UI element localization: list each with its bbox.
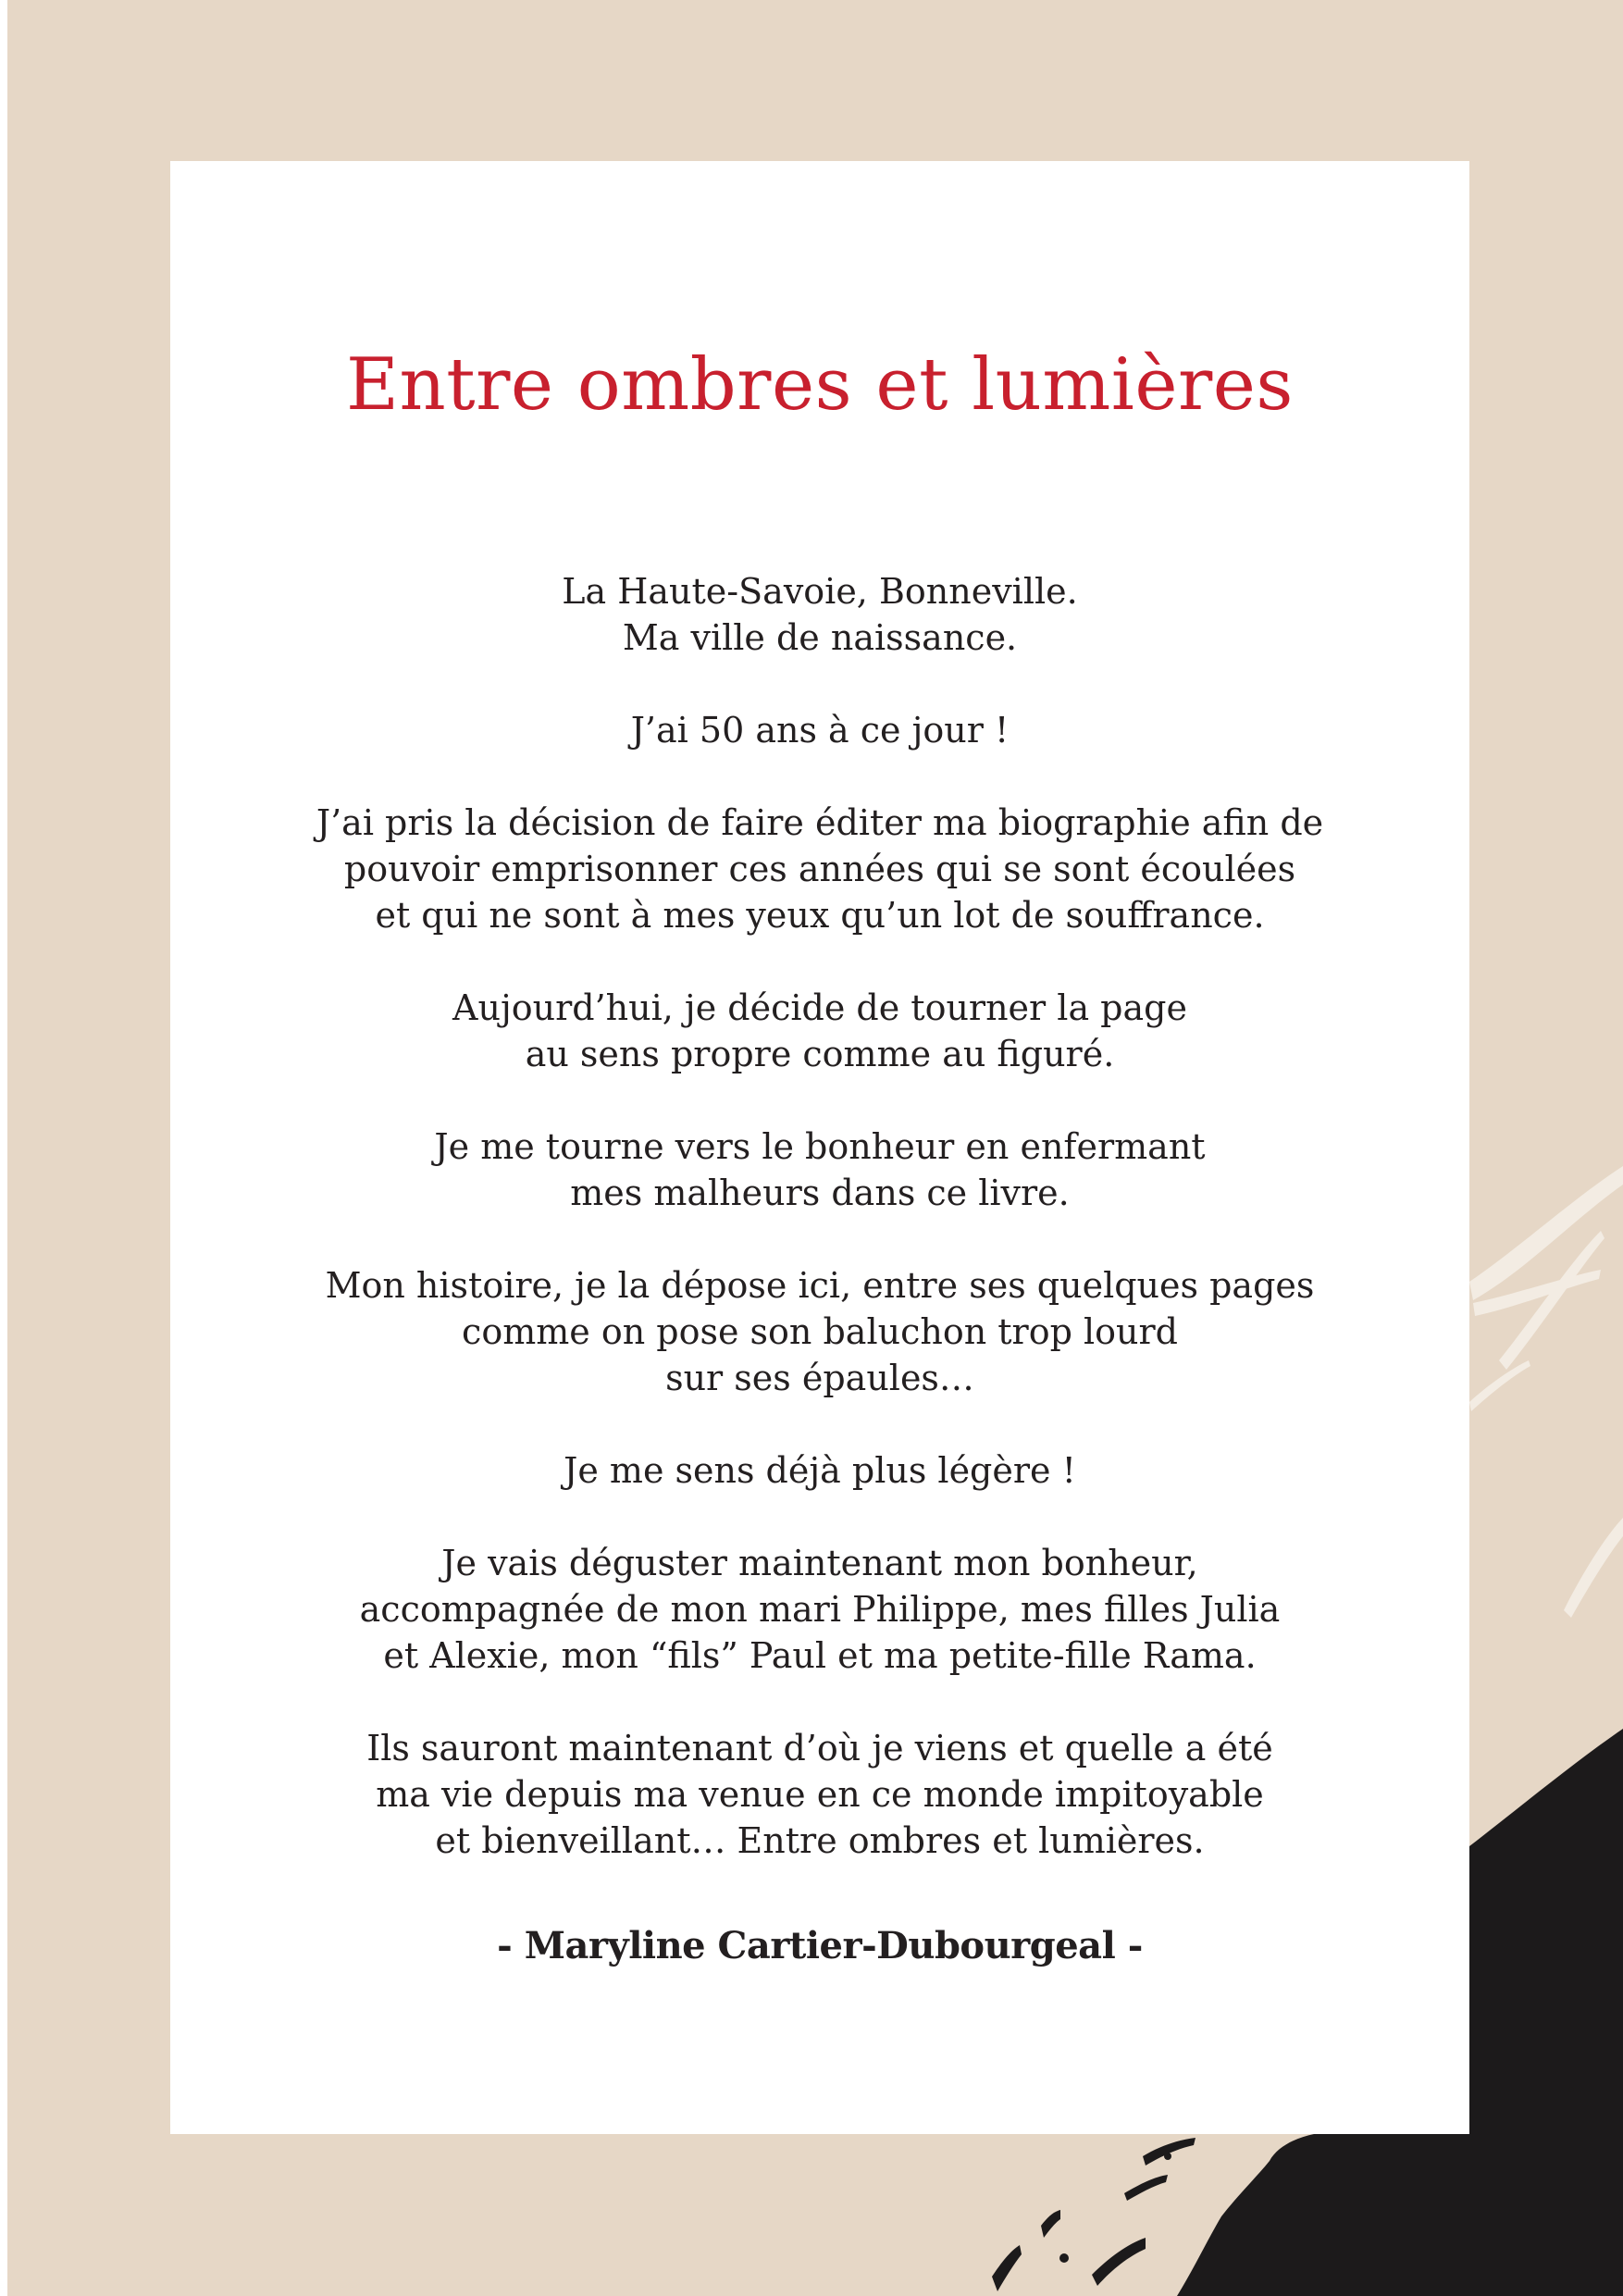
- text-line: et Alexie, mon “fils” Paul et ma petite-fille Rama.: [383, 1635, 1257, 1676]
- text-line: et bienveillant… Entre ombres et lumières.: [435, 1820, 1205, 1861]
- ink-brush-speck: [1568, 2087, 1574, 2092]
- content-card: [170, 161, 1469, 2134]
- text-line: J’ai pris la décision de faire éditer ma biographie afin de: [316, 802, 1324, 843]
- text-line: au sens propre comme au figuré.: [525, 1034, 1115, 1074]
- ink-brush-speck: [1059, 2253, 1069, 2263]
- paragraph: [226, 1447, 1414, 1494]
- text-line: La Haute-Savoie, Bonneville.: [562, 571, 1078, 612]
- ink-brush-speck: [1041, 2210, 1060, 2238]
- paragraph: [226, 707, 1414, 753]
- text-line: pouvoir emprisonner ces années qui se sont écoulées: [343, 849, 1296, 889]
- text-line: ma vie depuis ma venue en ce monde impitoyable: [376, 1774, 1264, 1815]
- ink-brush-speck: [1124, 2175, 1168, 2201]
- ink-brush-speck: [992, 2245, 1022, 2291]
- paragraph: [226, 1540, 1414, 1679]
- text-line: J’ai 50 ans à ce jour !: [630, 710, 1010, 751]
- light-streak: [1564, 1518, 1623, 1618]
- text-line: Je vais déguster maintenant mon bonheur,: [441, 1543, 1198, 1583]
- ink-brush-speck: [1143, 2138, 1196, 2166]
- paragraph: [226, 1123, 1414, 1216]
- text-line: Aujourd’hui, je décide de tourner la page: [452, 987, 1187, 1028]
- paragraph: [226, 800, 1414, 938]
- text-line: comme on pose son baluchon trop lourd: [462, 1311, 1178, 1352]
- text-line: Je me sens déjà plus légère !: [564, 1450, 1076, 1491]
- paragraph: [226, 1262, 1414, 1401]
- body-text: [226, 568, 1414, 1910]
- paragraph: [226, 985, 1414, 1077]
- text-line: et qui ne sont à mes yeux qu’un lot de souffrance.: [375, 895, 1265, 936]
- paragraph: [226, 568, 1414, 661]
- text-line: sur ses épaules…: [665, 1358, 974, 1398]
- text-line: Je me tourne vers le bonheur en enfermant: [434, 1126, 1206, 1167]
- page-title: Entre ombres et lumières: [346, 343, 1294, 427]
- text-line: mes malheurs dans ce livre.: [570, 1173, 1070, 1213]
- light-streak: [1469, 1360, 1530, 1411]
- text-line: Ma ville de naissance.: [622, 617, 1018, 658]
- text-line: accompagnée de mon mari Philippe, mes filles Julia: [359, 1589, 1281, 1630]
- ink-brush-speck: [1092, 2238, 1146, 2286]
- paragraph: [226, 1725, 1414, 1864]
- author-signature: - Maryline Cartier-Dubourgeal -: [497, 1924, 1143, 1967]
- text-line: Mon histoire, je la dépose ici, entre ses quelques pages: [325, 1265, 1315, 1306]
- text-line: Ils sauront maintenant d’où je viens et quelle a été: [366, 1728, 1273, 1769]
- ink-brush-speck: [1164, 2153, 1171, 2160]
